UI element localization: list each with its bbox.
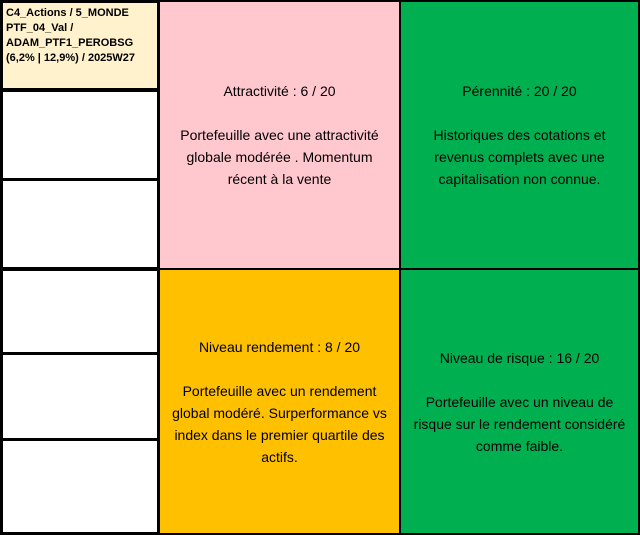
side-cell-3 bbox=[2, 270, 158, 353]
risque-title: Niveau de risque : 16 / 20 bbox=[439, 349, 600, 366]
attractivite-title: Attractivité : 6 / 20 bbox=[223, 83, 336, 99]
risque-description: Portefeuille avec un niveau de risque sur le rendement considéré comme faible. bbox=[413, 393, 626, 454]
rendement-panel bbox=[160, 270, 399, 533]
perennite-panel bbox=[401, 2, 638, 268]
portfolio-header: C4_Actions / 5_MONDE PTF_04_Val / ADAM_PTF1_PEROBSG (6,2% | 12,9%) / 2025W27 bbox=[2, 2, 158, 89]
attractivite-description: Portefeuille avec une attractivité globale modérée . Momentum récent à la vente bbox=[180, 127, 379, 187]
side-cell-4 bbox=[2, 354, 158, 439]
rendement-title: Niveau rendement : 8 / 20 bbox=[198, 338, 361, 355]
side-cell-1 bbox=[2, 91, 158, 179]
attractivite-panel bbox=[160, 2, 399, 268]
rendement-description: Portefeuille avec un rendement global modéré. Surperformance vs index dans le premier quartile des actifs. bbox=[172, 382, 387, 465]
perennite-description: Historiques des cotations et revenus complets avec une capitalisation non connue. bbox=[433, 127, 606, 187]
perennite-title: Pérennité : 20 / 20 bbox=[462, 83, 577, 99]
side-cell-2 bbox=[2, 180, 158, 268]
side-cell-5 bbox=[2, 440, 158, 533]
risque-panel bbox=[401, 270, 638, 533]
